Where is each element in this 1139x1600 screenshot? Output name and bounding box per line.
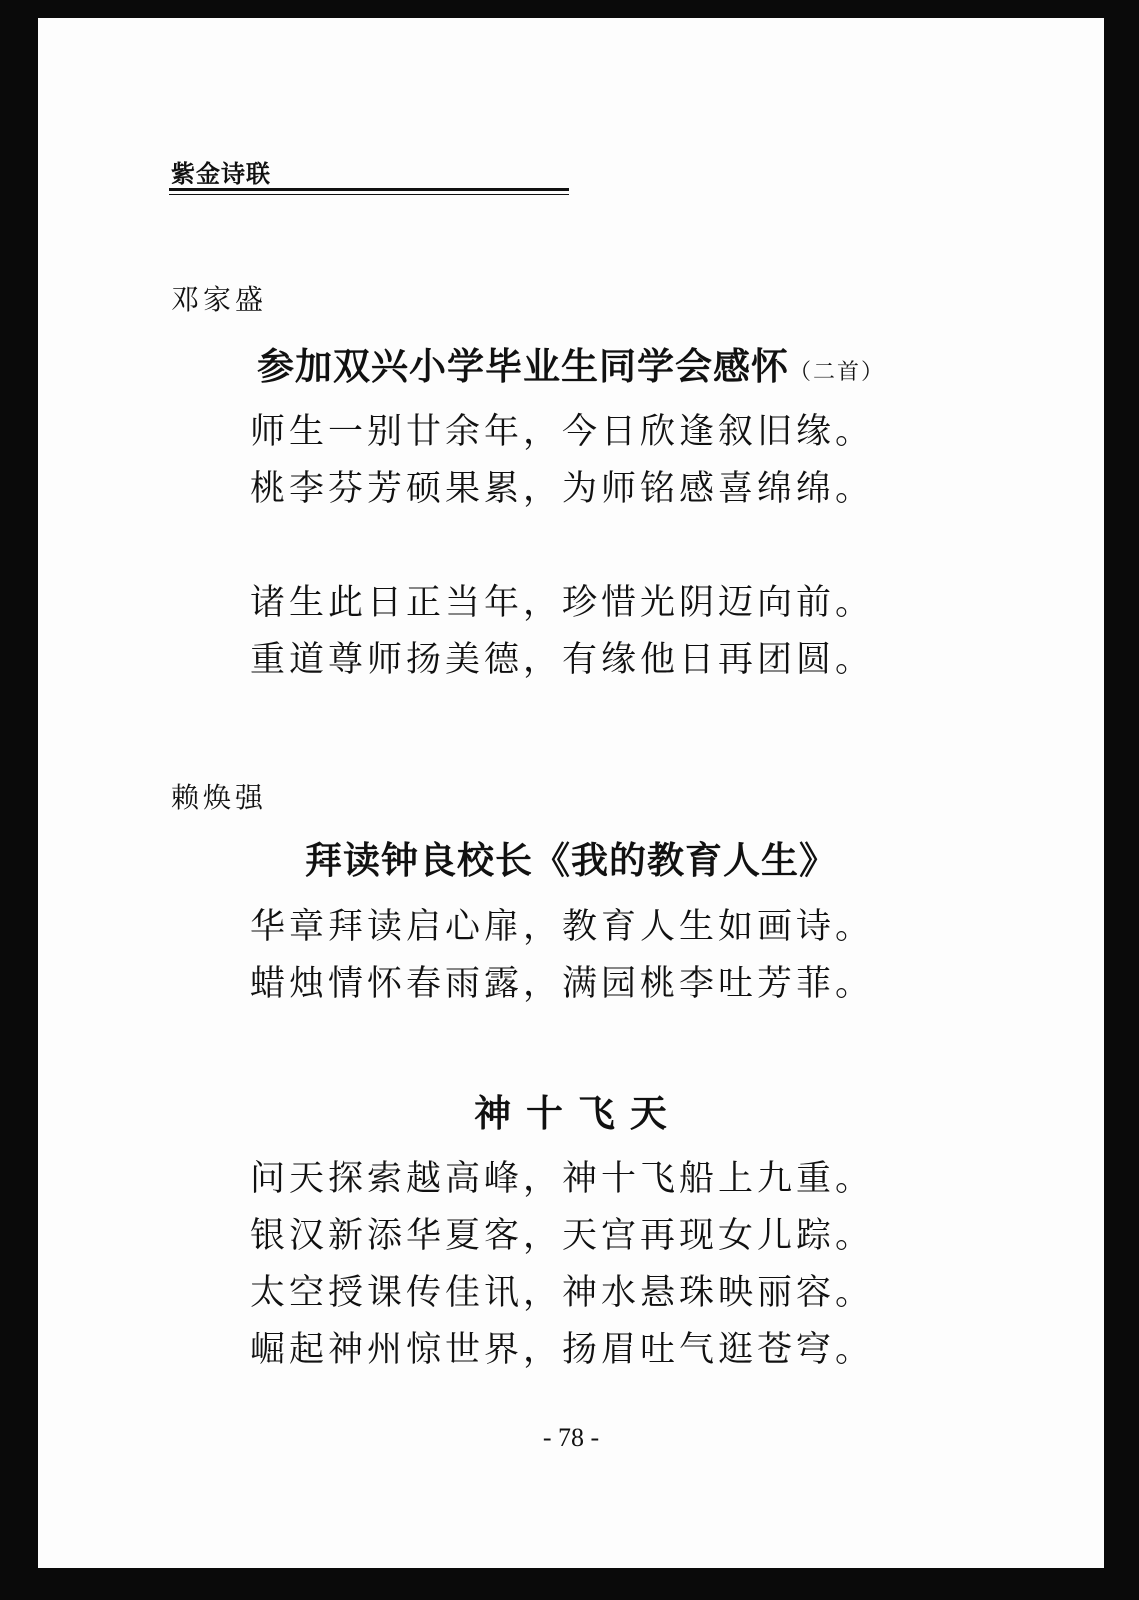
poem-title: 拜读钟良校长《我的教育人生》	[305, 838, 837, 882]
poem-stanza	[250, 1151, 874, 1379]
poem-line: 问天探索越高峰，神十飞船上九重。	[250, 1159, 875, 1199]
poem-line: 诸生此日正当年，珍惜光阴迈向前。	[250, 583, 875, 623]
running-header: 紫金诗联	[171, 160, 271, 188]
poem-line: 太空授课传佳讯，神水悬珠映丽容。	[250, 1273, 875, 1313]
poem-line: 崛起神州惊世界，扬眉吐气逛苍穹。	[250, 1330, 875, 1370]
poem-author: 赖焕强	[171, 781, 268, 814]
poem-line: 桃李芬芳硕果累，为师铭感喜绵绵。	[250, 469, 875, 509]
poem-title: 神 十 飞 天	[474, 1091, 668, 1135]
poem-line: 华章拜读启心扉，教育人生如画诗。	[250, 907, 875, 947]
poem-author: 邓家盛	[171, 283, 268, 316]
poem-stanza	[250, 404, 874, 518]
poem-line: 重道尊师扬美德，有缘他日再团圆。	[250, 640, 875, 680]
poem-line: 蜡烛情怀春雨露，满园桃李吐芳菲。	[250, 964, 875, 1004]
poem-title-text: 参加双兴小学毕业生同学会感怀	[256, 344, 789, 388]
poem-line: 银汉新添华夏客，天宫再现女儿踪。	[250, 1216, 875, 1256]
poem-line: 师生一别廿余年，今日欣逢叙旧缘。	[250, 412, 875, 452]
page-number: - 78 -	[542, 1423, 600, 1452]
header-rule-thin	[169, 194, 569, 195]
poem-stanza	[250, 575, 874, 689]
header-rule	[169, 188, 569, 191]
poem-title	[38, 336, 1104, 390]
book-page	[38, 18, 1104, 1568]
poem-title-note: （二首）	[788, 360, 885, 385]
poem-stanza	[250, 899, 874, 1013]
